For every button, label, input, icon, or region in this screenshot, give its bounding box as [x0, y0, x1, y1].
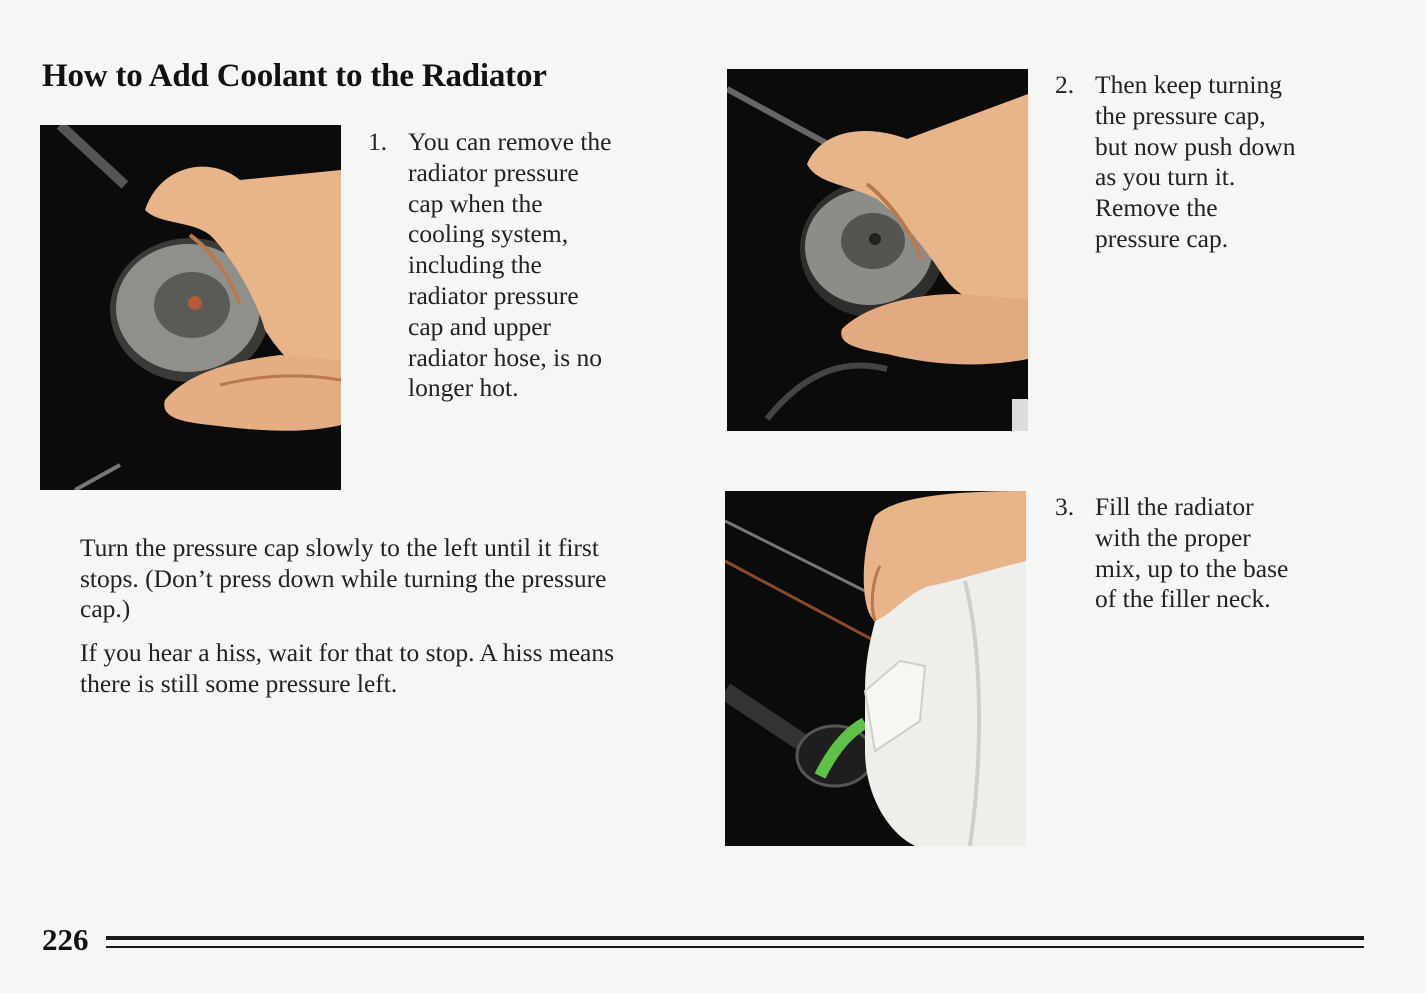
photo-pouring-coolant	[725, 491, 1026, 846]
page-number: 226	[42, 922, 89, 957]
step-line: cap and upper	[408, 311, 552, 341]
paragraph-line: Turn the pressure cap slowly to the left until it first	[80, 533, 599, 562]
page-title: How to Add Coolant to the Radiator	[42, 58, 547, 94]
step-line: Then keep turning	[1095, 70, 1282, 99]
paragraph-hiss-warning	[80, 638, 680, 699]
step-line: as you turn it.	[1095, 162, 1236, 192]
paragraph-line: stops. (Don’t press down while turning the pressure	[80, 563, 607, 593]
step-line: radiator pressure	[408, 157, 579, 187]
step-line: cap when the	[408, 188, 543, 218]
photo-hand-pushing-cap	[727, 69, 1028, 431]
step-text	[1095, 70, 1295, 255]
paragraph-line: If you hear a hiss, wait for that to stop. A hiss means	[80, 638, 615, 667]
step-line: radiator hose, is no	[408, 342, 603, 372]
footer-rule	[106, 936, 1364, 940]
step-number: 3.	[1055, 492, 1075, 521]
paragraph-turn-cap	[80, 533, 680, 625]
step-line: with the proper	[1095, 522, 1251, 552]
step-line: You can remove the	[408, 127, 612, 156]
step-line: but now push down	[1095, 131, 1296, 161]
paragraph-line: there is still some pressure left.	[80, 668, 398, 698]
step-line: Fill the radiator	[1095, 492, 1254, 521]
step-line: the pressure cap,	[1095, 100, 1266, 130]
step-text	[408, 127, 612, 404]
step-line: Remove the	[1095, 193, 1218, 223]
step-line: radiator pressure	[408, 280, 579, 310]
step-number: 1.	[368, 127, 388, 156]
step-line: pressure cap.	[1095, 223, 1229, 253]
step-number: 2.	[1055, 70, 1075, 99]
step-line: mix, up to the base	[1095, 553, 1289, 583]
photo-hand-on-radiator-cap	[40, 125, 341, 490]
paragraph-line: cap.)	[80, 594, 131, 623]
step-line: of the filler neck.	[1095, 584, 1271, 614]
step-text	[1095, 492, 1288, 615]
step-line: including the	[408, 250, 542, 280]
footer-rule-thin	[106, 946, 1364, 948]
step-line: longer hot.	[408, 373, 519, 403]
step-line: cooling system,	[408, 219, 569, 249]
